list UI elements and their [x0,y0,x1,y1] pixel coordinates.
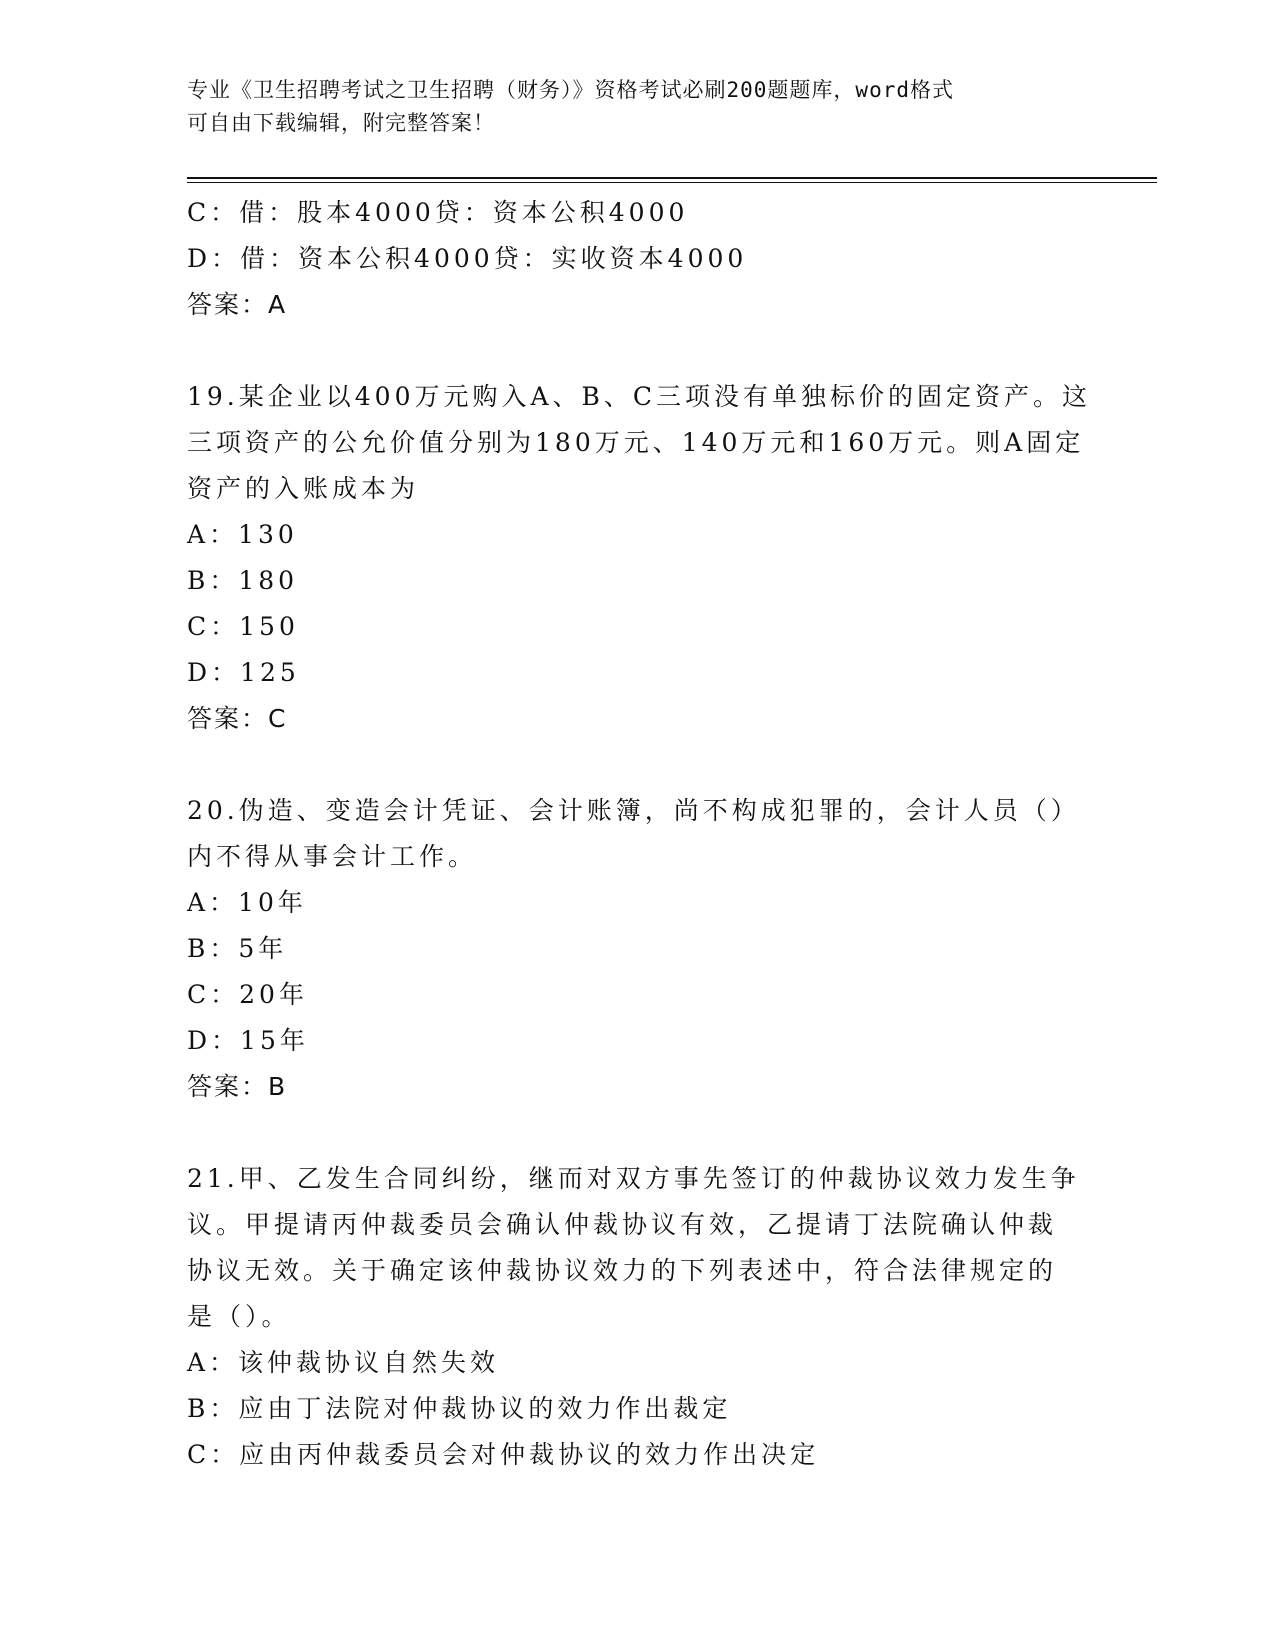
question-line: 21.甲、乙发生合同纠纷，继而对双方事先签订的仲裁协议效力发生争 [187,1164,1080,1193]
question-line: 议。甲提请丙仲裁委员会确认仲裁协议有效，乙提请丁法院确认仲裁 [187,1210,1058,1239]
document-header [187,74,1087,140]
question-line: A：该仲裁协议自然失效 [187,1348,500,1377]
question-line: A：130 [187,520,298,549]
header-rule-thick [187,177,1157,179]
question-line: 协议无效。关于确定该仲裁协议效力的下列表述中，符合法律规定的 [187,1256,1058,1285]
question-block [187,374,1092,742]
question-line: 资产的入账成本为 [187,474,420,503]
answer-line: 答案：C [187,704,288,733]
question-line: C：20年 [187,980,308,1009]
question-line: C：150 [187,612,299,641]
question-line: C：应由丙仲裁委员会对仲裁协议的效力作出决定 [187,1440,820,1469]
header-rule-thin [187,182,1157,183]
question-line: A：10年 [187,888,307,917]
block-spacer [187,328,1087,374]
header-title-line-1: 专业《卫生招聘考试之卫生招聘（财务）》资格考试必刷200题题库，word格式 [187,78,954,102]
question-line: 20.伪造、变造会计凭证、会计账簿，尚不构成犯罪的，会计人员（） [187,796,1080,825]
question-line: D：125 [187,658,300,687]
question-line: B：应由丁法院对仲裁协议的效力作出裁定 [187,1394,732,1423]
question-line: B：180 [187,566,299,595]
question-line: C：借：股本4000贷：资本公积4000 [187,198,689,227]
question-content [187,190,1092,1478]
header-title-line-2: 可自由下载编辑，附完整答案！ [187,111,495,135]
question-line: 内不得从事会计工作。 [187,842,478,871]
question-line: 19.某企业以400万元购入A、B、C三项没有单独标价的固定资产。这 [187,382,1092,411]
question-line: B：5年 [187,934,288,963]
question-block [187,190,1087,328]
answer-line: 答案：A [187,290,288,319]
question-line: 是（）。 [187,1302,291,1331]
question-line: 三项资产的公允价值分别为180万元、140万元和160万元。则A固定 [187,428,1085,457]
block-spacer [187,742,1087,788]
question-block [187,788,1087,1110]
question-line: D：借：资本公积4000贷：实收资本4000 [187,244,748,273]
block-spacer [187,1110,1087,1156]
question-line: D：15年 [187,1026,309,1055]
question-block [187,1156,1087,1478]
answer-line: 答案：B [187,1072,288,1101]
